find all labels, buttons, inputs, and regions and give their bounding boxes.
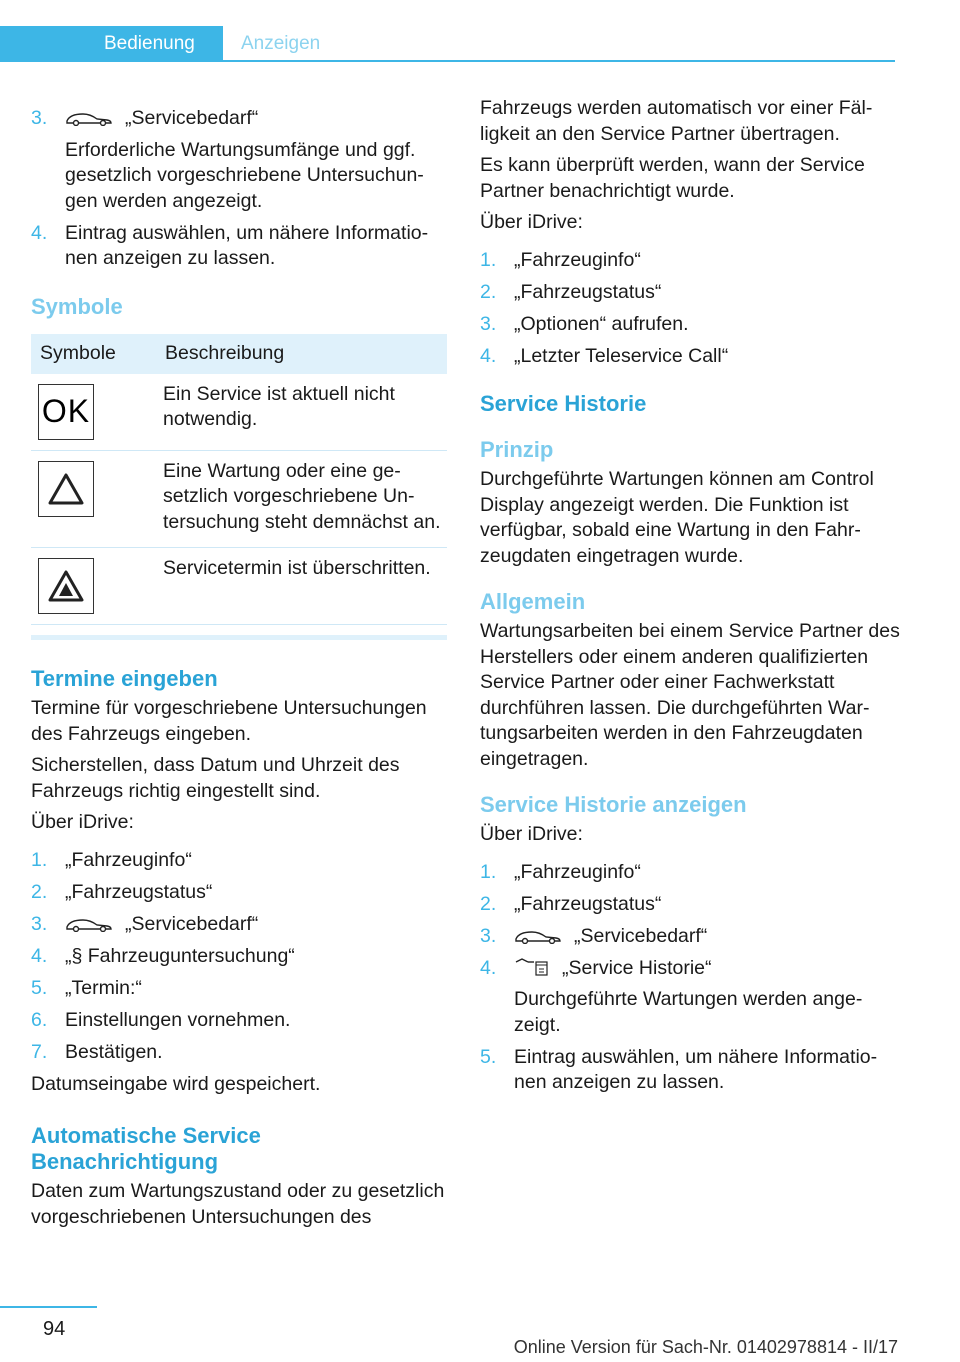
table-cell-symbol (31, 450, 151, 548)
auto-paragraph-3: Über iDrive: (480, 211, 583, 233)
list-item: 6. Einstellungen vornehmen. (31, 1008, 291, 1031)
table-row (31, 374, 447, 451)
step-number: 4. (31, 221, 48, 244)
list-item: 7. Bestätigen. (31, 1040, 163, 1063)
termine-heading: Termine eingeben (31, 666, 218, 691)
auto-paragraph-1-continued: Fahrzeugs werden automatisch vor einer Fälligkeit an den Service Partner übertragen. (480, 97, 873, 145)
section-tab-anzeigen: Anzeigen (241, 33, 321, 54)
prinzip-paragraph: Durchgeführte Wartungen können am Control Display angezeigt werden. Die Funktion ist verfügbar, sobald eine Wartung in den Fahrzeugdaten eingetragen wurde. (480, 468, 874, 567)
termine-paragraph-1: Termine für vorgeschriebene Untersuchungen des Fahrzeugs eingeben. (31, 697, 427, 745)
list-item: 4. „Letzter Teleservice Call“ (480, 344, 729, 367)
page-number: 94 (43, 1318, 66, 1340)
anzeigen-paragraph: Über iDrive: (480, 823, 583, 845)
intro-steps (31, 106, 449, 272)
table-cell-description: Servicetermin ist überschritten. (151, 548, 447, 625)
car-icon (65, 916, 113, 932)
list-item: 2. „Fahrzeugstatus“ (480, 280, 662, 303)
auto-paragraph-2: Es kann überprüft werden, wann der Service Partner benachrichtigt wurde. (480, 154, 865, 202)
symbols-heading: Symbole (31, 293, 123, 319)
termine-paragraph-2: Sicherstellen, dass Datum und Uhrzeit des Fahrzeugs richtig eingestellt sind. (31, 754, 400, 802)
table-cell-description: Eine Wartung oder eine gesetzlich vorgeschriebene Untersuchung steht demnächst an. (151, 450, 447, 548)
symbols-table (31, 334, 447, 626)
step-text: „Servicebedarf“ (125, 107, 259, 129)
table-header-symbole: Symbole (31, 334, 151, 374)
table-end-bar (31, 635, 447, 640)
left-column (31, 96, 449, 1236)
car-icon (65, 110, 113, 126)
right-column (480, 96, 900, 1102)
list-item: 2. „Fahrzeugstatus“ (31, 880, 213, 903)
list-item: 1. „Fahrzeuginfo“ (480, 248, 641, 271)
ok-symbol-icon: OK (38, 384, 94, 440)
warning-triangle-icon (38, 461, 94, 517)
list-item: 4. „Service Historie“ Durchgeführte Wartungen werden angezeigt. (480, 956, 863, 1036)
termine-steps (31, 848, 449, 1066)
list-item: 2. „Fahrzeugstatus“ (480, 892, 662, 915)
historie-anzeigen-heading: Service Historie anzeigen (480, 792, 747, 817)
step-number: 3. (31, 107, 48, 129)
car-icon (514, 928, 562, 944)
anzeigen-steps (480, 860, 900, 1096)
header-divider (0, 60, 895, 62)
auto-paragraph-1: Daten zum Wartungszustand oder zu gesetzlich vorgeschriebenen Untersuchungen des (31, 1180, 445, 1228)
table-row (31, 548, 447, 625)
list-item (31, 221, 449, 272)
list-item (31, 106, 449, 214)
overdue-triangle-icon (38, 558, 94, 614)
list-item: 3. „Servicebedarf“ (31, 912, 259, 935)
table-cell-description: Ein Service ist aktuell nicht notwendig. (151, 374, 447, 451)
table-header-beschreibung: Beschreibung (151, 334, 447, 374)
list-item: 5. „Termin:“ (31, 976, 142, 999)
allgemein-heading: Allgemein (480, 589, 586, 614)
termine-paragraph-4: Datumseingabe wird gespeichert. (31, 1072, 321, 1095)
footer-note: Online Version für Sach-Nr. 01402978814 - II/17 (513, 1337, 898, 1357)
table-row (31, 450, 447, 548)
prinzip-heading: Prinzip (480, 437, 554, 462)
auto-steps (480, 248, 900, 370)
section-tab-bedienung: Bedienung (0, 26, 223, 62)
list-item: 5. Eintrag auswählen, um nähere Informationen anzeigen zu lassen. (480, 1045, 878, 1093)
table-header-row (31, 334, 447, 374)
auto-benachrichtigung-heading: Automatische Service Benachrichtigung (31, 1123, 261, 1174)
page-header (0, 0, 960, 62)
service-historie-heading: Service Historie (480, 391, 647, 416)
list-item: 4. „§ Fahrzeuguntersuchung“ (31, 944, 295, 967)
footer-divider (0, 1306, 97, 1308)
list-item: 3. „Servicebedarf“ (480, 924, 708, 947)
step-subtext: Erforderliche Wartungsumfänge und ggf. gesetzlich vorgeschriebene Untersuchungen werden angezeigt. (65, 138, 424, 212)
termine-paragraph-3: Über iDrive: (31, 811, 134, 833)
step-text: Eintrag auswählen, um nähere Informationen anzeigen zu lassen. (65, 221, 429, 269)
list-item: 3. „Optionen“ aufrufen. (480, 312, 689, 335)
table-cell-symbol (31, 374, 151, 451)
allgemein-paragraph: Wartungsarbeiten bei einem Service Partner des Herstellers oder einem anderen qualifizierten Service Partner oder einer Fachwerkstatt durchführen lassen. Die durchgeführten Wartungsarbeiten werden in den Fahrzeugdaten eingetragen. (480, 620, 900, 770)
service-history-icon (514, 956, 550, 978)
list-item: 1. „Fahrzeuginfo“ (480, 860, 641, 883)
list-item: 1. „Fahrzeuginfo“ (31, 848, 192, 871)
table-cell-symbol (31, 548, 151, 625)
